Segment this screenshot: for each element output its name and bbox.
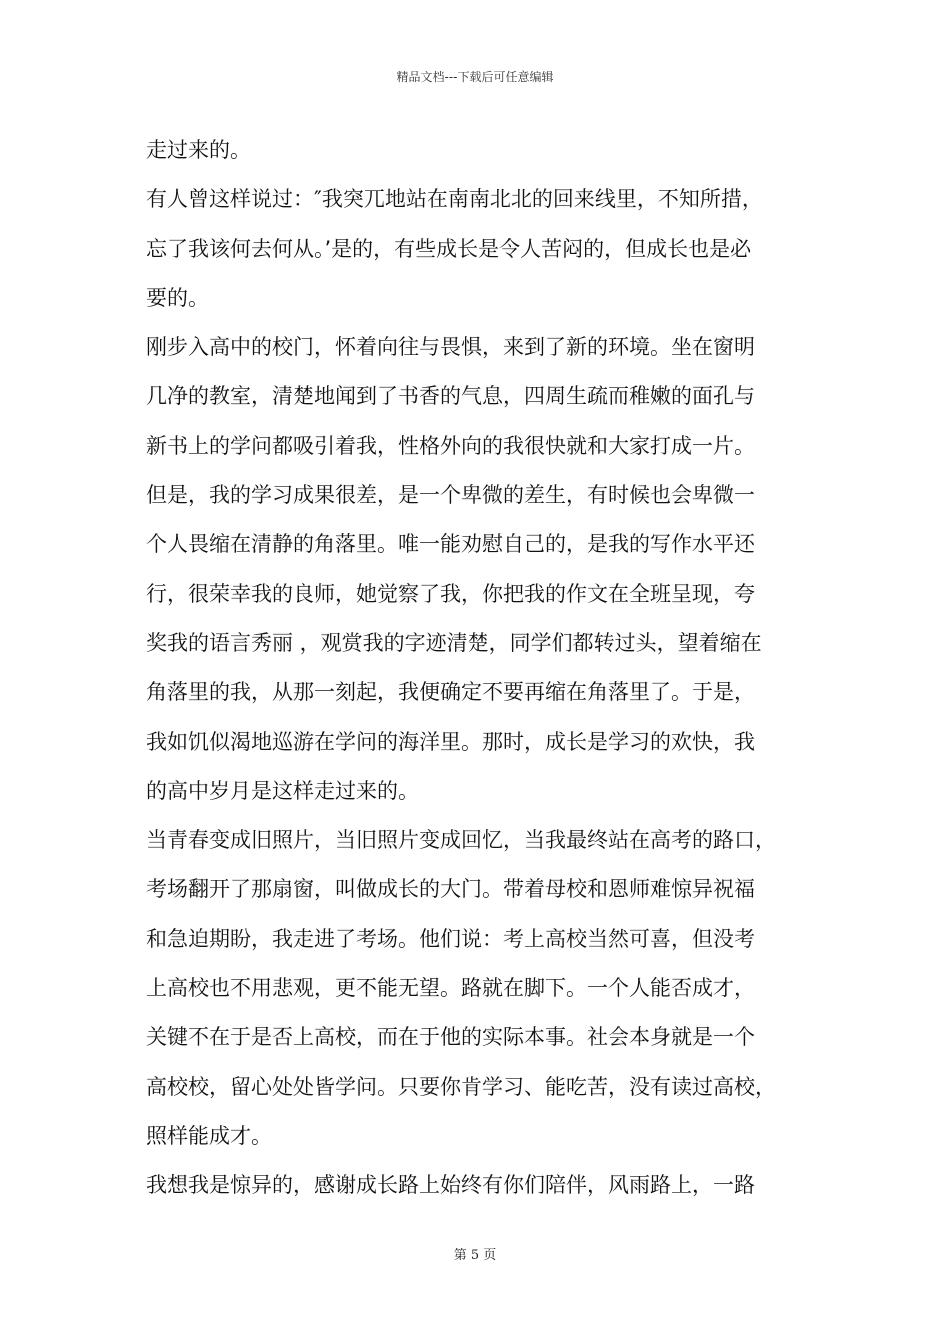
text-line: 的高中岁月是这样走过来的。	[146, 778, 419, 803]
text-line: 关键不在于是否上高校，而在于他的实际本事。社会本身就是一个	[146, 1025, 755, 1050]
text-line: 我想我是惊异的，感谢成长路上始终有你们陪伴，风雨路上，一路	[146, 1173, 755, 1198]
text-line: 高校校，留心处处皆学问。只要你肯学习、能吃苦，没有读过高校，	[146, 1074, 776, 1099]
text-line: 照样能成才。	[146, 1123, 272, 1148]
body-text	[146, 126, 816, 1211]
text-line: 要的。	[146, 285, 209, 310]
text-line: 但是，我的学习成果很差，是一个卑微的差生，有时候也会卑微一	[146, 483, 755, 508]
text-line: 和急迫期盼，我走进了考场。他们说：考上高校当然可喜，但没考	[146, 926, 755, 951]
text-line: 上高校也不用悲观，更不能无望。路就在脚下。一个人能否成才，	[146, 976, 755, 1001]
text-line: 走过来的。	[146, 138, 251, 162]
text-line: 新书上的学问都吸引着我，性格外向的我很快就和大家打成一片。	[146, 433, 755, 458]
page-number: 第 5 页	[453, 1248, 497, 1263]
text-line: 刚步入高中的校门，怀着向往与畏惧，来到了新的环境。坐在窗明	[146, 335, 755, 360]
text-line: 角落里的我，从那一刻起，我便确定不要再缩在角落里了。于是，	[146, 680, 755, 705]
text-line: 忘了我该何去何从。’是的，有些成长是令人苦闷的，但成长也是必	[146, 236, 752, 261]
text-line: 行，很荣幸我的良师，她觉察了我，你把我的作文在全班呈现，夸	[146, 581, 755, 606]
page-header: 精品文档---下载后可任意编辑	[396, 70, 554, 84]
text-line: 有人曾这样说过：″我突兀地站在南南北北的回来线里，不知所措，	[146, 187, 763, 212]
text-line: 几净的教室，清楚地闻到了书香的气息，四周生疏而稚嫩的面孔与	[146, 384, 755, 409]
text-line: 当青春变成旧照片，当旧照片变成回忆，当我最终站在高考的路口，	[146, 828, 776, 853]
text-line: 考场翻开了那扇窗，叫做成长的大门。带着母校和恩师难惊异祝福	[146, 877, 755, 902]
text-line: 个人畏缩在清静的角落里。唯一能劝慰自己的，是我的写作水平还	[146, 532, 755, 557]
text-line: 我如饥似渴地巡游在学问的海洋里。那时，成长是学习的欢快，我	[146, 729, 755, 754]
text-line: 奖我的语言秀丽 ，观赏我的字迹清楚，同学们都转过头，望着缩在	[146, 630, 762, 655]
